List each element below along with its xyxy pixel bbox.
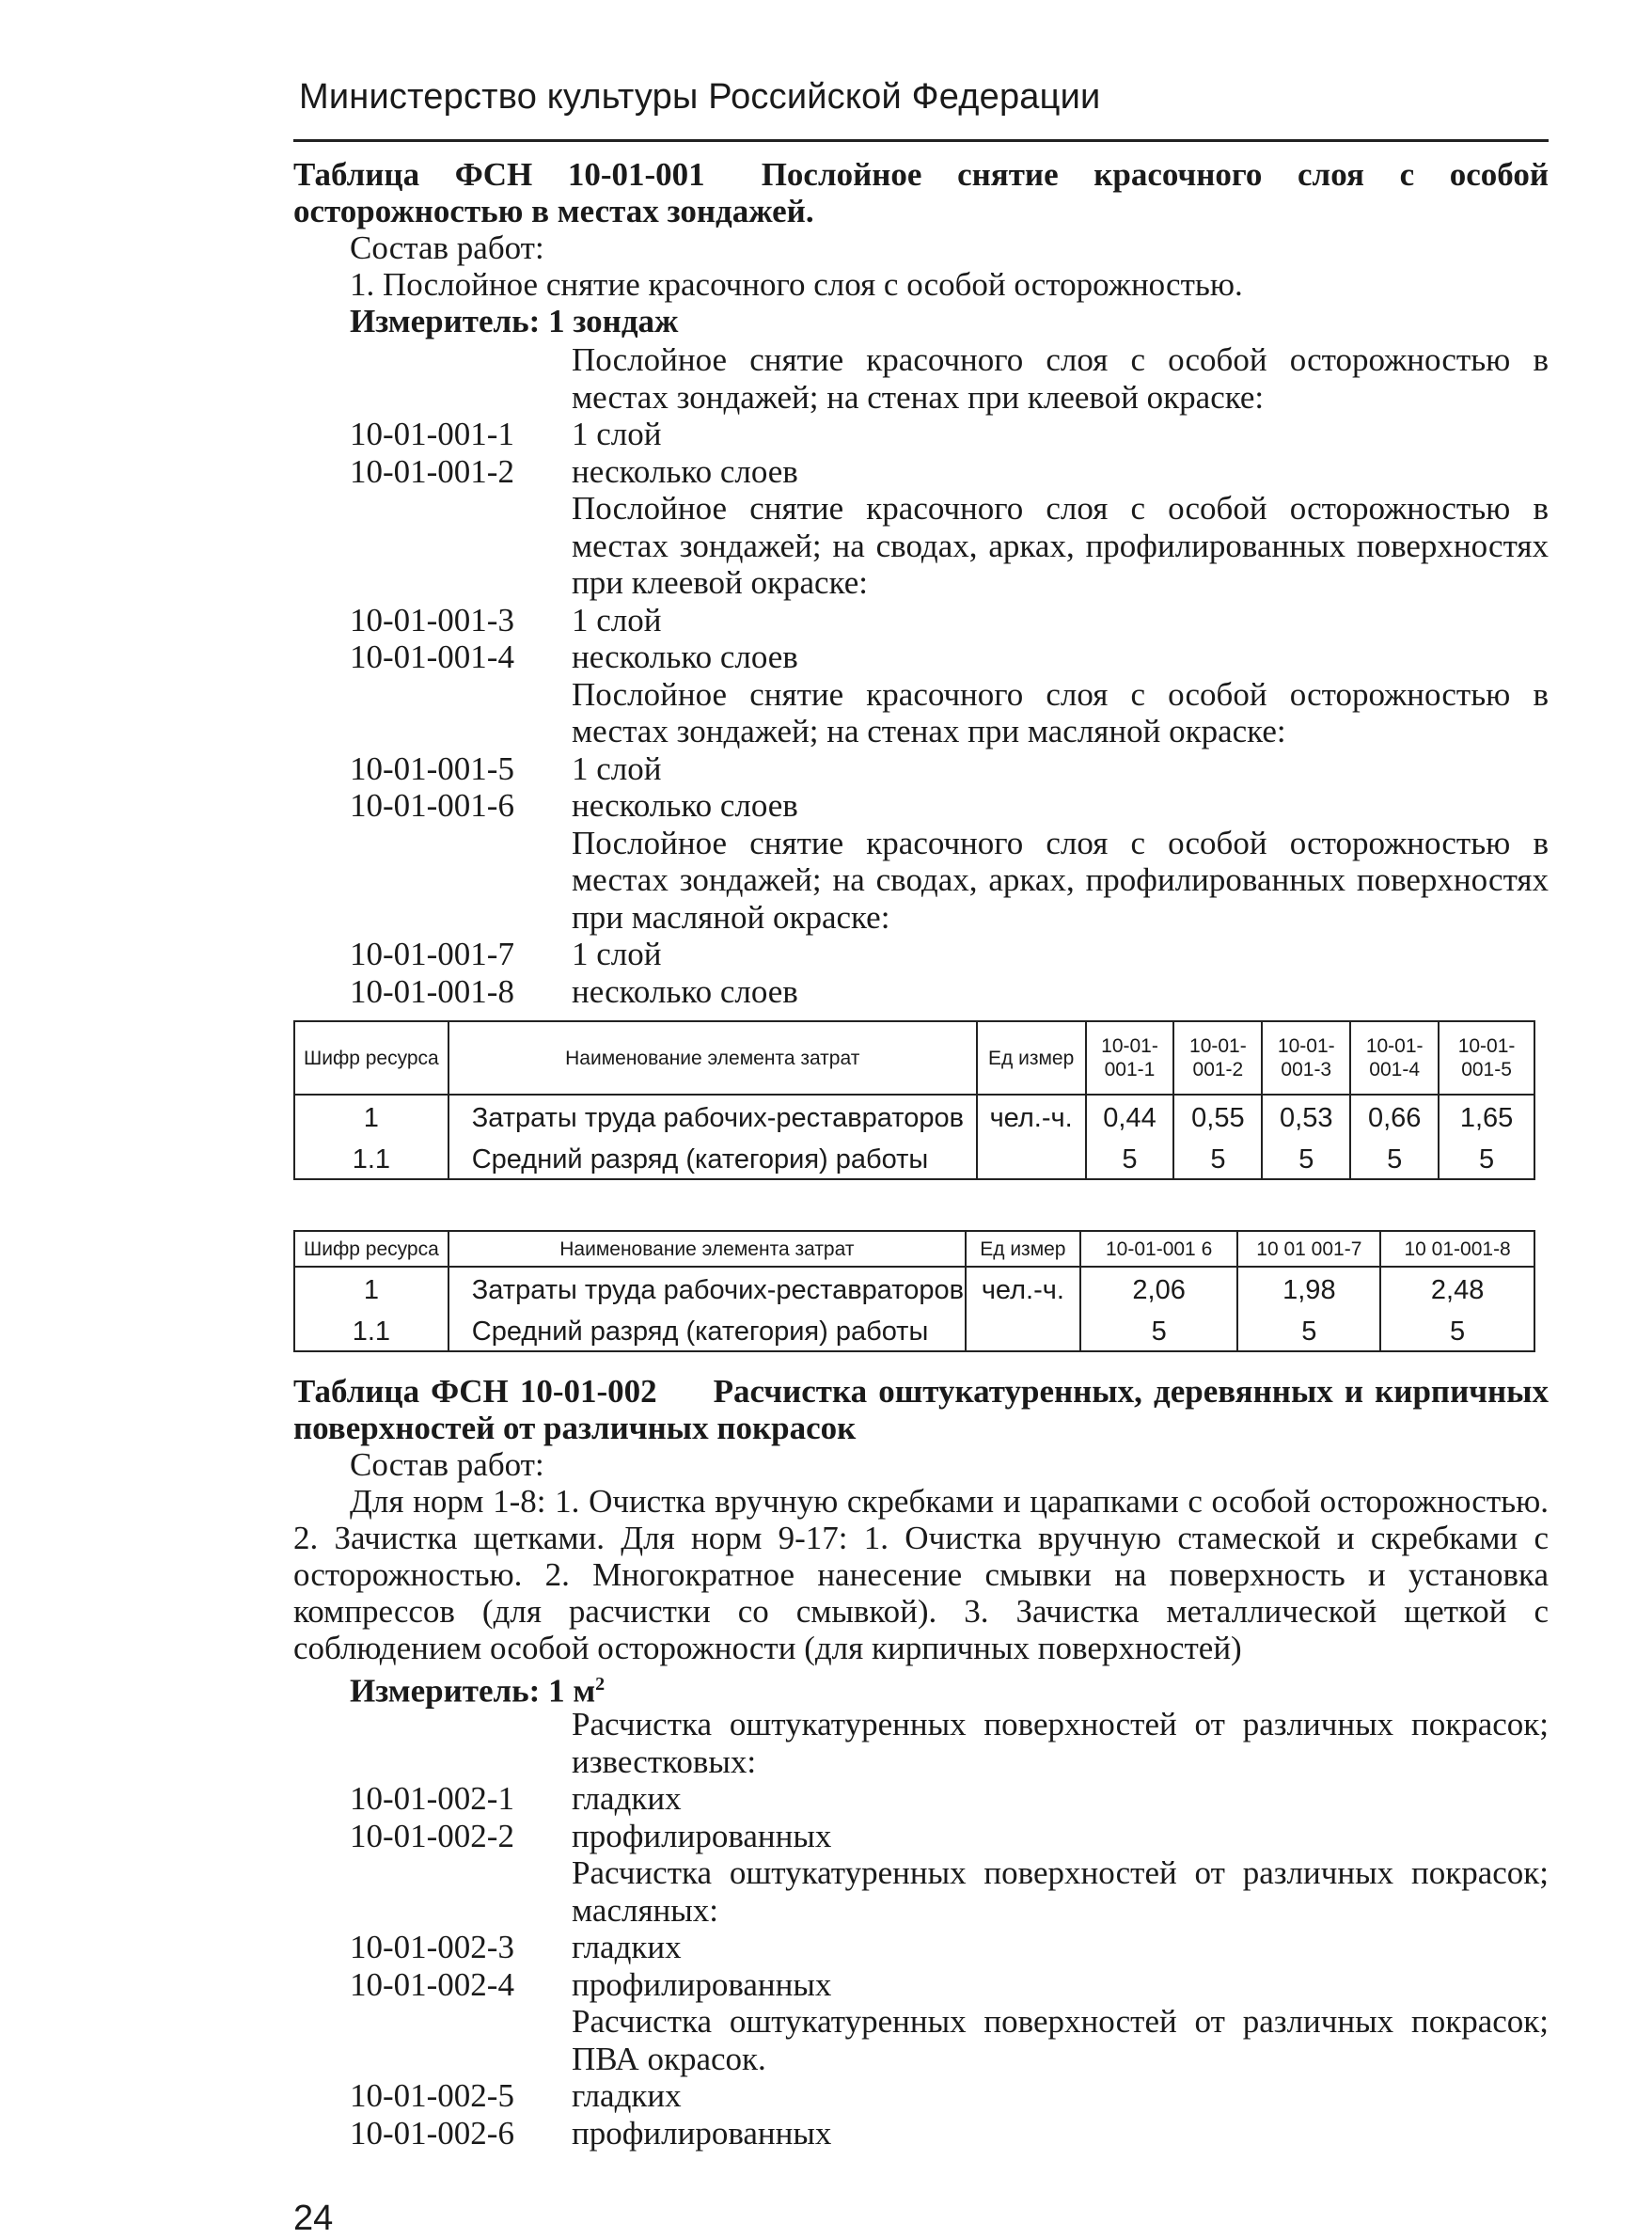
header-cell: 10-01-001-3 <box>1262 1021 1350 1095</box>
header-cell: 10-01-001 6 <box>1080 1231 1238 1267</box>
table-code: Таблица ФСН 10-01-002 <box>293 1373 657 1410</box>
resource-table-2 <box>293 1230 1535 1352</box>
list-item: 10-01-002-3 гладких <box>350 1929 682 1965</box>
header-cell: Шифр ресурса <box>294 1231 448 1267</box>
header-cell: Наименование элемента затрат <box>448 1021 977 1095</box>
table-row: 1 Затраты труда рабочих-реставраторов чел.-ч. 0,44 0,55 0,53 0,66 1,65 <box>294 1095 1534 1140</box>
table-row: 1.1 Средний разряд (категория) работы 5 5 5 5 5 <box>294 1140 1534 1179</box>
section-1-heading <box>293 156 1549 339</box>
list-item: Послойное снятие красочного слоя с особой осторожностью в местах зондажей; на сводах, арках, профилированных поверхностях при клеевой окраске: <box>572 490 1549 601</box>
list-item: 10-01-001-4 несколько слоев <box>350 639 798 675</box>
header-cell: 10 01-001-8 <box>1380 1231 1534 1267</box>
header-cell: 10-01-001-4 <box>1350 1021 1439 1095</box>
table-row: 1 Затраты труда рабочих-реставраторов чел.-ч. 2,06 1,98 2,48 <box>294 1267 1534 1312</box>
table-title-text: Послойное снятие красочного слоя с особой осторожностью в местах зондажей. <box>293 156 1549 229</box>
list-item: 10-01-001-7 1 слой <box>350 936 662 972</box>
list-item: 10-01-002-2 профилированных <box>350 1817 832 1854</box>
page-header: Министерство культуры Российской Федерации <box>299 77 1101 117</box>
table-title-2 <box>293 1373 1549 1446</box>
composition-text: Для норм 1-8: 1. Очистка вручную скребками и царапками с особой осторожностью. 2. Зачистка щетками. Для норм 9-17: 1. Очистка вручную стамеской и скребками с осторожностью. 2. Многократное нанесение смывки на поверхность и установка компрессов (для расчистки со смывкой). 3. Зачистка металлической щеткой с соблюдением особой осторожности (для кирпичных поверхностей) <box>293 1483 1549 1666</box>
list-item: 10-01-002-6 профилированных <box>350 2114 832 2152</box>
list-item: 10-01-001-2 несколько слоев <box>350 452 798 490</box>
list-item: 10-01-001-6 несколько слоев <box>350 787 798 824</box>
list-item: Послойное снятие красочного слоя с особой осторожностью в местах зондажей; на стенах при масляной окраске: <box>572 675 1549 749</box>
list-item: 10-01-002-1 гладких <box>350 1780 682 1817</box>
list-item: Расчистка оштукатуренных поверхностей от различных покрасок; известковых: <box>572 1706 1549 1780</box>
composition-text: 1. Послойное снятие красочного слоя с особой осторожностью. <box>350 266 1243 303</box>
table-header-row <box>294 1231 1534 1267</box>
list-item: 10-01-001-3 1 слой <box>350 601 662 639</box>
list-item: 10-01-002-4 профилированных <box>350 1965 832 2003</box>
header-cell: Шифр ресурса <box>294 1021 448 1095</box>
header-rule <box>293 139 1549 142</box>
list-item: 10-01-002-5 гладких <box>350 2077 682 2114</box>
composition-label: Состав работ: <box>350 1446 544 1483</box>
header-cell: 10 01 001-7 <box>1237 1231 1380 1267</box>
list-item: Расчистка оштукатуренных поверхностей от различных покрасок; масляных: <box>572 1854 1549 1929</box>
table-code: Таблица ФСН 10-01-001 <box>293 156 705 193</box>
header-cell: 10-01-001-2 <box>1173 1021 1262 1095</box>
header-cell: Ед измер <box>966 1231 1080 1267</box>
page-number: 24 <box>293 2199 334 2238</box>
list-item: 10-01-001-1 1 слой <box>350 416 662 452</box>
list-item: Послойное снятие красочного слоя с особой осторожностью в местах зондажей; на стенах при клеевой окраске: <box>572 341 1549 416</box>
table-title-1 <box>293 156 1549 229</box>
list-item: 10-01-001-8 несколько слоев <box>350 972 798 1010</box>
list-item: Послойное снятие красочного слоя с особой осторожностью в местах зондажей; на сводах, арках, профилированных поверхностях при масляной окраске: <box>572 824 1549 936</box>
table-title-text: Расчистка оштукатуренных, деревянных и кирпичных поверхностей от различных покрасок <box>293 1373 1549 1446</box>
measure-unit: Измеритель: 1 зондаж <box>350 303 679 339</box>
header-cell: 10-01-001-5 <box>1439 1021 1534 1095</box>
table-header-row <box>294 1021 1534 1095</box>
resource-table-1 <box>293 1020 1535 1180</box>
norm-list-1 <box>350 341 1549 1010</box>
measure-unit: Измеритель: 1 $м^2$ <box>350 1672 606 1710</box>
list-item: 10-01-001-5 1 слой <box>350 749 662 787</box>
header-cell: Наименование элемента затрат <box>448 1231 966 1267</box>
header-cell: Ед измер <box>977 1021 1086 1095</box>
header-cell: 10-01-001-1 <box>1086 1021 1174 1095</box>
list-item: Расчистка оштукатуренных поверхностей от различных покрасок; ПВА окрасок. <box>572 2003 1549 2077</box>
table-row: 1.1 Средний разряд (категория) работы 5 5 5 <box>294 1312 1534 1351</box>
section-2-heading <box>293 1373 1549 1710</box>
norm-list-2 <box>350 1706 1549 2152</box>
composition-label: Состав работ: <box>350 229 544 266</box>
